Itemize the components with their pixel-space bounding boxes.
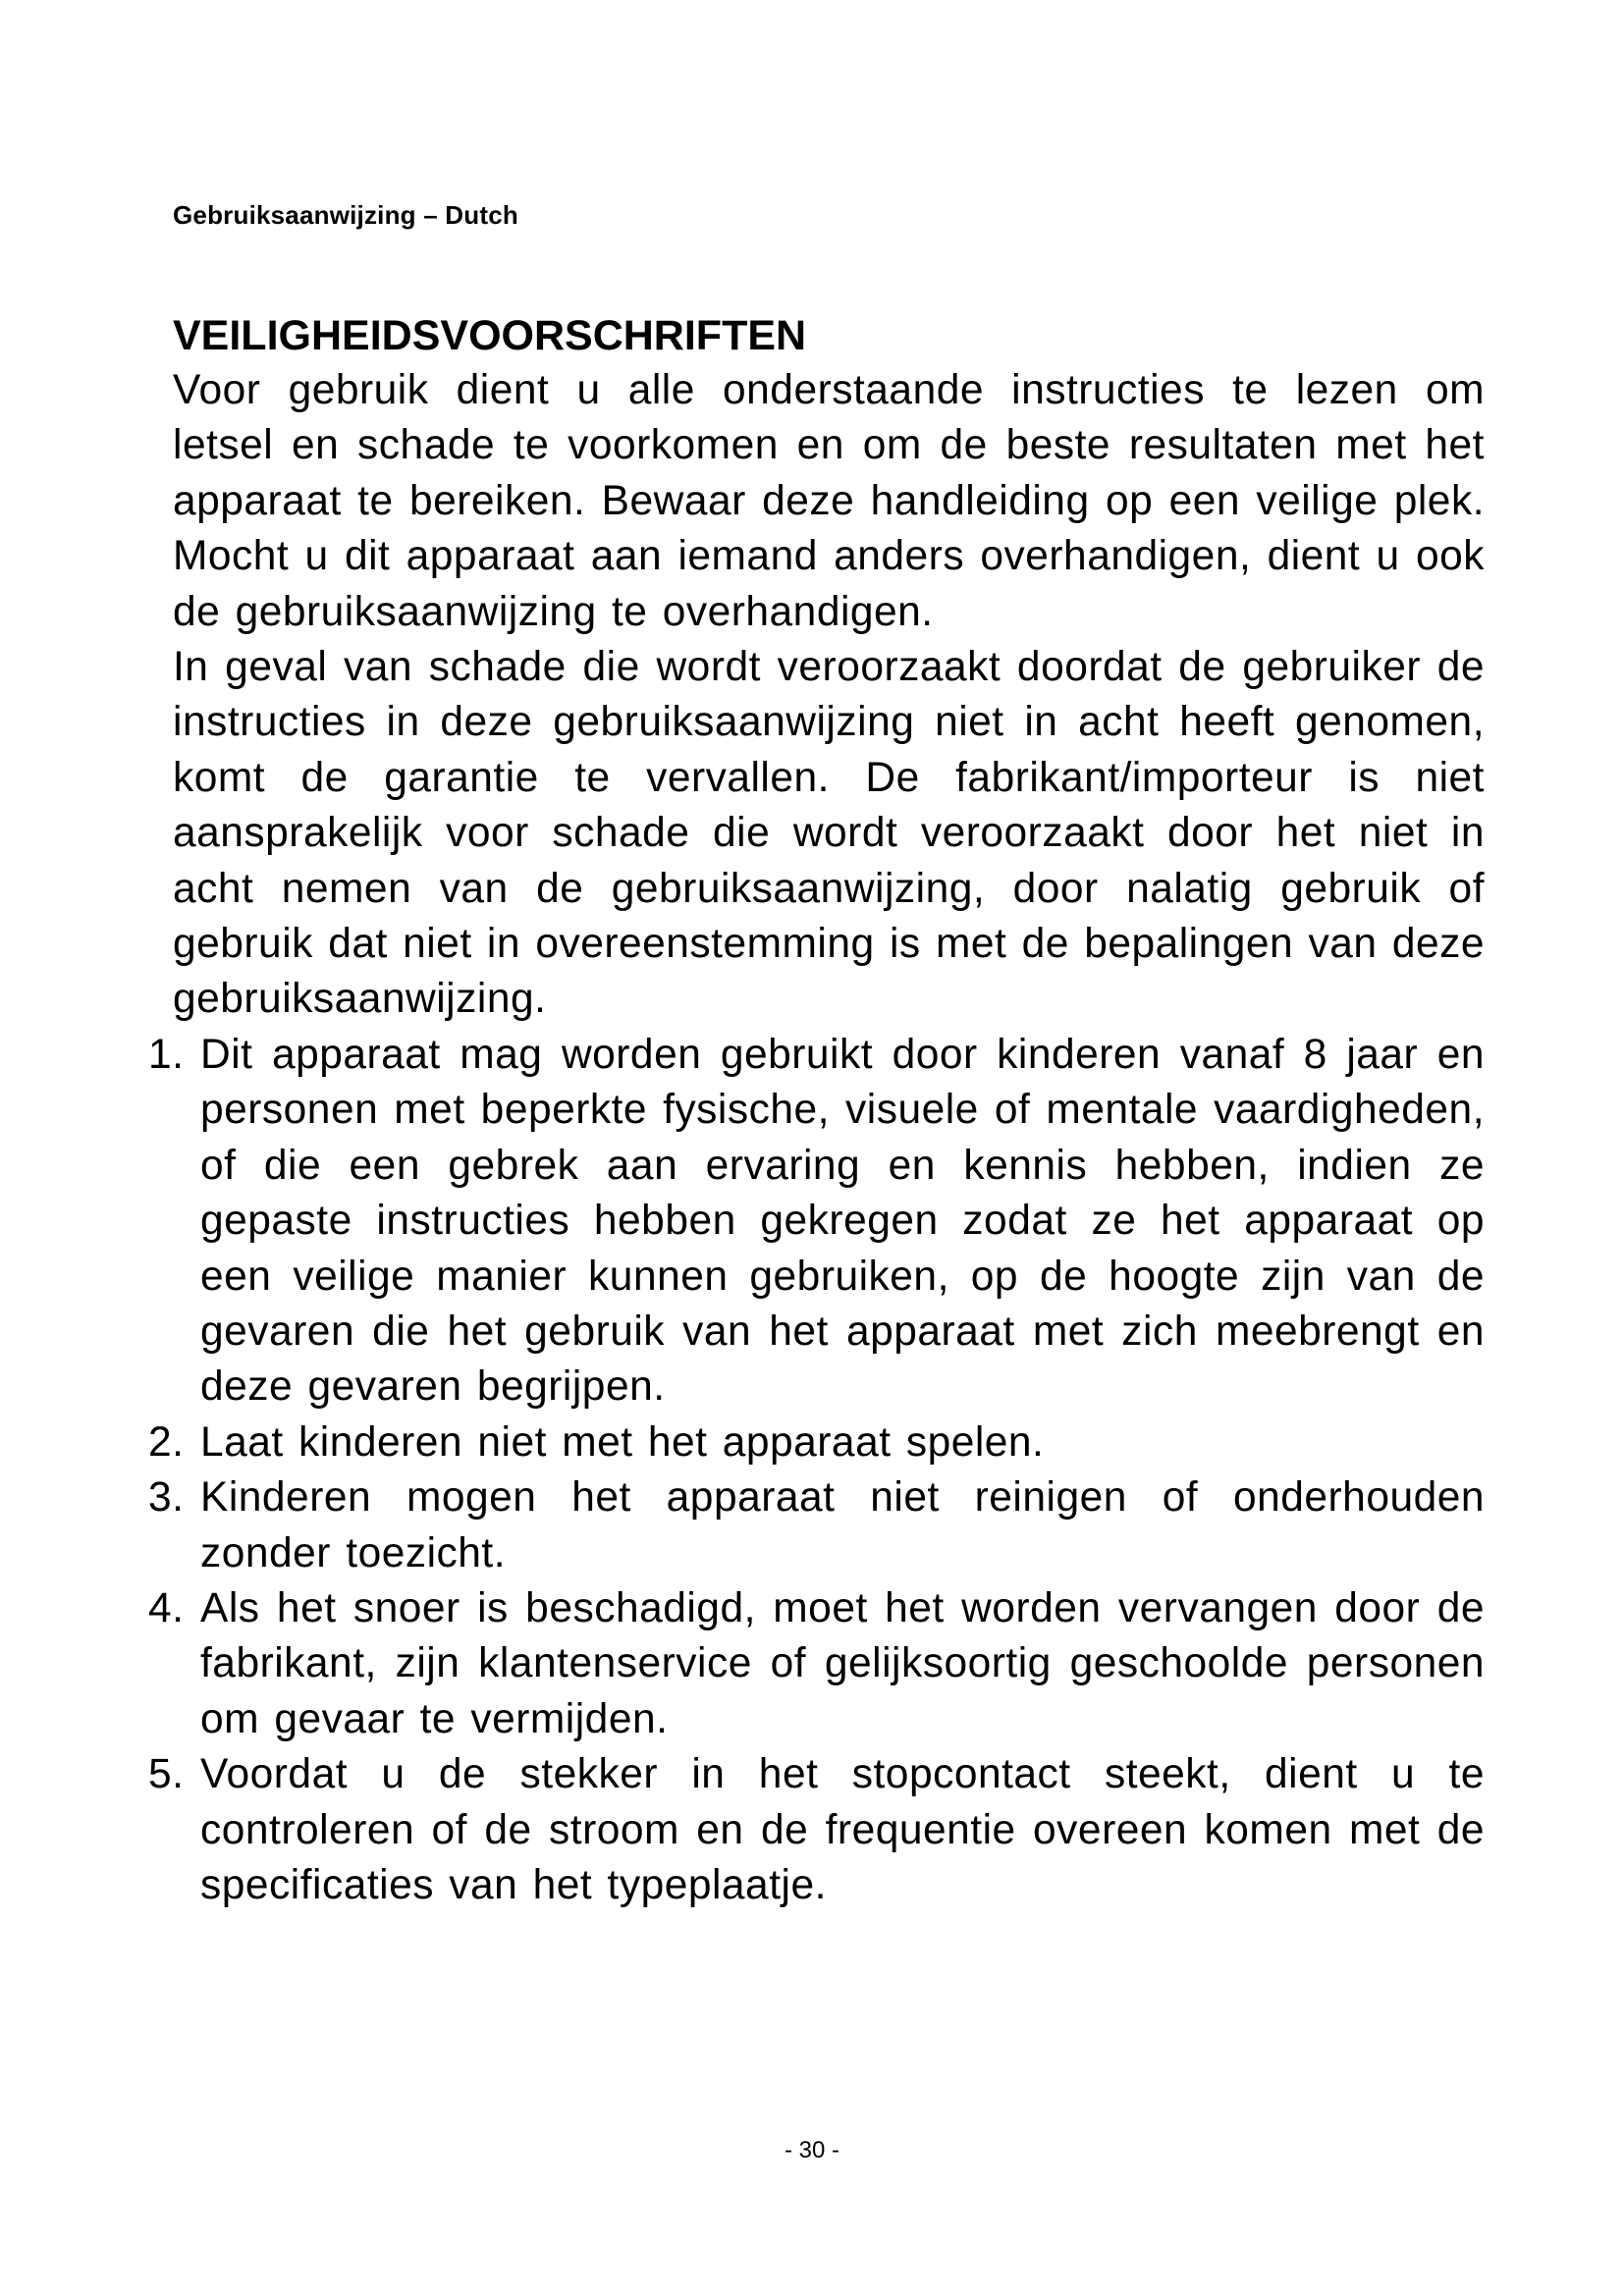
list-item-number: 3. (148, 1474, 185, 1522)
intro-paragraph: Voor gebruik dient u alle onderstaande instructies te lezen om letsel en schade te voorkomen en om de beste resultaten met het apparaat te bereiken. Bewaar deze handleiding op een veilige plek. Mocht u dit apparaat aan iemand anders overhandigen, dient u ook de gebruiksaanwijzing te overhandigen. (173, 367, 1485, 635)
list-item-number: 4. (148, 1584, 185, 1631)
list-item (148, 1747, 1485, 1913)
page-number: - 30 - (784, 2137, 839, 2163)
list-item-text: Kinderen mogen het apparaat niet reinigen of onderhouden zonder toezicht. (200, 1474, 1485, 1576)
list-item (148, 1028, 1485, 1415)
section-heading: VEILIGHEIDSVOORSCHRIFTEN (173, 312, 807, 359)
safety-instructions-list (148, 1028, 1485, 1914)
list-item-number: 2. (148, 1418, 185, 1466)
safety-section (148, 308, 1485, 1913)
document-language-label: Gebruiksaanwijzing – Dutch (173, 200, 518, 230)
list-item-text: Als het snoer is beschadigd, moet het worden vervangen door de fabrikant, zijn klantenservice of gelijksoortig geschoolde personen om gevaar te vermijden. (200, 1584, 1485, 1742)
list-item-text: Dit apparaat mag worden gebruikt door kinderen vanaf 8 jaar en personen met beperkte fysische, visuele of mentale vaardigheden, of die een gebrek aan ervaring en kennis hebben, indien ze gepaste instructies hebben gekregen zodat ze het apparaat op een veilige manier kunnen gebruiken, op de hoogte zijn van de gevaren die het gebruik van het apparaat met zich meebrengt en deze gevaren begrijpen. (200, 1031, 1485, 1411)
list-item (148, 1470, 1485, 1581)
list-item-text: Voordat u de stekker in het stopcontact steekt, dient u te controleren of de stroom en de frequentie overeen komen met de specificaties van het typeplaatje. (200, 1751, 1485, 1908)
liability-paragraph: In geval van schade die wordt veroorzaakt doordat de gebruiker de instructies in deze gebruiksaanwijzing niet in acht heeft genomen, komt de garantie te vervallen. De fabrikant/importeur is niet aansprakelijk voor schade die wordt veroorzaakt door het niet in acht nemen van de gebruiksaanwijzing, door nalatig gebruik of gebruik dat niet in overeenstemming is met de bepalingen van deze gebruiksaanwijzing. (173, 644, 1485, 1023)
list-item (148, 1415, 1485, 1470)
list-item (148, 1581, 1485, 1747)
list-item-number: 5. (148, 1751, 185, 1798)
list-item-number: 1. (148, 1031, 185, 1078)
list-item-text: Laat kinderen niet met het apparaat spelen. (200, 1418, 1045, 1466)
